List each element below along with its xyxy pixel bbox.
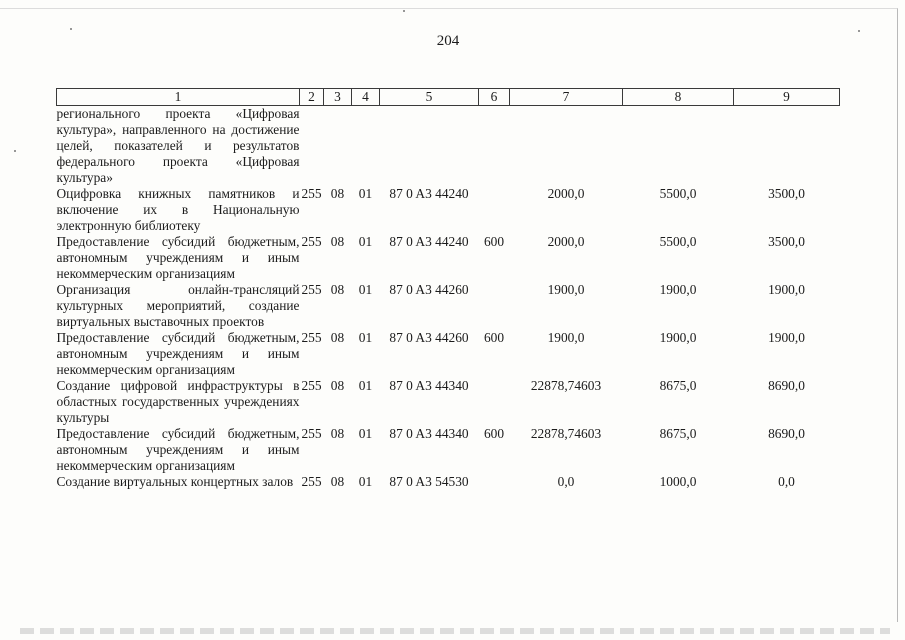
cell-admin-code xyxy=(300,106,324,187)
cell-amount-year3 xyxy=(734,106,840,187)
cell-section: 08 xyxy=(330,378,345,393)
cell-section: 08 xyxy=(330,186,345,201)
table-row xyxy=(57,106,840,187)
table-row xyxy=(57,378,840,426)
item-name: Предоставление субсидий бюджетным, автономным учреждениям и иным некоммерческим организациям xyxy=(56,330,300,377)
cell-amount-year1: 1900,0 xyxy=(547,282,585,297)
cell-subsection: 01 xyxy=(358,378,373,393)
cell-admin-code: 255 xyxy=(301,426,322,441)
cell-expense-type xyxy=(479,186,510,234)
cell-target-article: 87 0 A3 44260 xyxy=(389,330,469,345)
cell-amount-year1: 2000,0 xyxy=(547,234,585,249)
column-header: 1 xyxy=(57,89,300,106)
cell-target-article: 87 0 A3 54530 xyxy=(389,474,469,489)
cell-expense-type xyxy=(479,282,510,330)
cell-expense-type: 600 xyxy=(483,234,505,249)
cell-amount-year1: 2000,0 xyxy=(547,186,585,201)
cell-amount-year1: 22878,74603 xyxy=(530,378,602,393)
table-row xyxy=(57,234,840,282)
item-name: Организация онлайн-трансляций культурных мероприятий, создание виртуальных выставочных проектов xyxy=(56,282,300,329)
cell-target-article: 87 0 A3 44240 xyxy=(389,186,469,201)
page-number: 204 xyxy=(436,33,460,49)
cell-subsection: 01 xyxy=(358,474,373,489)
cell-amount-year2: 5500,0 xyxy=(659,234,697,249)
cell-amount-year1 xyxy=(510,106,623,187)
cell-expense-type: 600 xyxy=(483,426,505,441)
cell-admin-code: 255 xyxy=(301,186,322,201)
cell-subsection: 01 xyxy=(358,234,373,249)
cell-target-article: 87 0 A3 44240 xyxy=(389,234,469,249)
cell-section: 08 xyxy=(330,330,345,345)
cell-admin-code: 255 xyxy=(301,474,322,489)
cell-expense-type xyxy=(479,106,510,187)
item-name: Предоставление субсидий бюджетным, автономным учреждениям и иным некоммерческим организациям xyxy=(56,234,300,281)
cell-subsection: 01 xyxy=(358,426,373,441)
cell-admin-code: 255 xyxy=(301,234,322,249)
cell-expense-type xyxy=(479,378,510,426)
cell-expense-type: 600 xyxy=(483,330,505,345)
column-header: 9 xyxy=(734,89,840,106)
cell-amount-year3: 1900,0 xyxy=(768,282,805,297)
column-header: 7 xyxy=(510,89,623,106)
cell-amount-year1: 22878,74603 xyxy=(530,426,602,441)
cell-target-article: 87 0 A3 44340 xyxy=(389,378,469,393)
cell-amount-year3: 8690,0 xyxy=(768,426,805,441)
cell-expense-type xyxy=(479,474,510,490)
cell-subsection: 01 xyxy=(358,186,373,201)
cell-amount-year3: 3500,0 xyxy=(768,186,805,201)
cell-amount-year2: 5500,0 xyxy=(659,186,697,201)
cell-section: 08 xyxy=(330,426,345,441)
budget-table xyxy=(56,88,840,490)
item-name: Предоставление субсидий бюджетным, автономным учреждениям и иным некоммерческим организациям xyxy=(56,426,300,473)
scan-speck xyxy=(14,150,16,152)
column-number-header xyxy=(57,89,840,106)
table-row xyxy=(57,426,840,474)
item-name: Создание цифровой инфраструктуры в областных государственных учреждениях культуры xyxy=(56,378,300,425)
cell-amount-year2: 8675,0 xyxy=(659,426,697,441)
cell-amount-year3: 0,0 xyxy=(778,474,795,489)
cell-amount-year2: 1900,0 xyxy=(659,282,697,297)
item-name: Создание виртуальных концертных залов xyxy=(56,474,294,489)
cell-section xyxy=(324,106,352,187)
cell-amount-year3: 3500,0 xyxy=(768,234,805,249)
cell-admin-code: 255 xyxy=(301,330,322,345)
cell-section: 08 xyxy=(330,282,345,297)
column-header: 5 xyxy=(380,89,479,106)
cell-subsection: 01 xyxy=(358,330,373,345)
column-header: 3 xyxy=(324,89,352,106)
cell-amount-year2: 8675,0 xyxy=(659,378,697,393)
table-row xyxy=(57,474,840,490)
cell-admin-code: 255 xyxy=(301,378,322,393)
cell-section: 08 xyxy=(330,234,345,249)
cell-amount-year3: 8690,0 xyxy=(768,378,805,393)
cell-target-article xyxy=(380,106,479,187)
item-name: регионального проекта «Цифровая культура», направленного на достижение целей, показателей и результатов федерального проекта «Цифровая культура» xyxy=(56,106,300,185)
cell-amount-year1: 0,0 xyxy=(557,474,575,489)
cell-subsection: 01 xyxy=(358,282,373,297)
cell-target-article: 87 0 A3 44340 xyxy=(389,426,469,441)
cell-amount-year2: 1900,0 xyxy=(659,330,697,345)
column-header: 8 xyxy=(623,89,734,106)
table-row xyxy=(57,282,840,330)
scan-speck xyxy=(403,10,405,12)
scan-bottom-artifact xyxy=(20,628,890,634)
item-name: Оцифровка книжных памятников и включение их в Национальную электронную библиотеку xyxy=(56,186,300,233)
cell-subsection xyxy=(352,106,380,187)
cell-amount-year1: 1900,0 xyxy=(547,330,585,345)
cell-amount-year3: 1900,0 xyxy=(768,330,805,345)
cell-section: 08 xyxy=(330,474,345,489)
scan-speck xyxy=(70,28,72,30)
cell-target-article: 87 0 A3 44260 xyxy=(389,282,469,297)
table-row xyxy=(57,186,840,234)
cell-admin-code: 255 xyxy=(301,282,322,297)
column-header: 6 xyxy=(479,89,510,106)
column-header: 2 xyxy=(300,89,324,106)
scan-speck xyxy=(858,30,860,32)
cell-amount-year2: 1000,0 xyxy=(659,474,697,489)
cell-amount-year2 xyxy=(623,106,734,187)
table-row xyxy=(57,330,840,378)
column-header: 4 xyxy=(352,89,380,106)
